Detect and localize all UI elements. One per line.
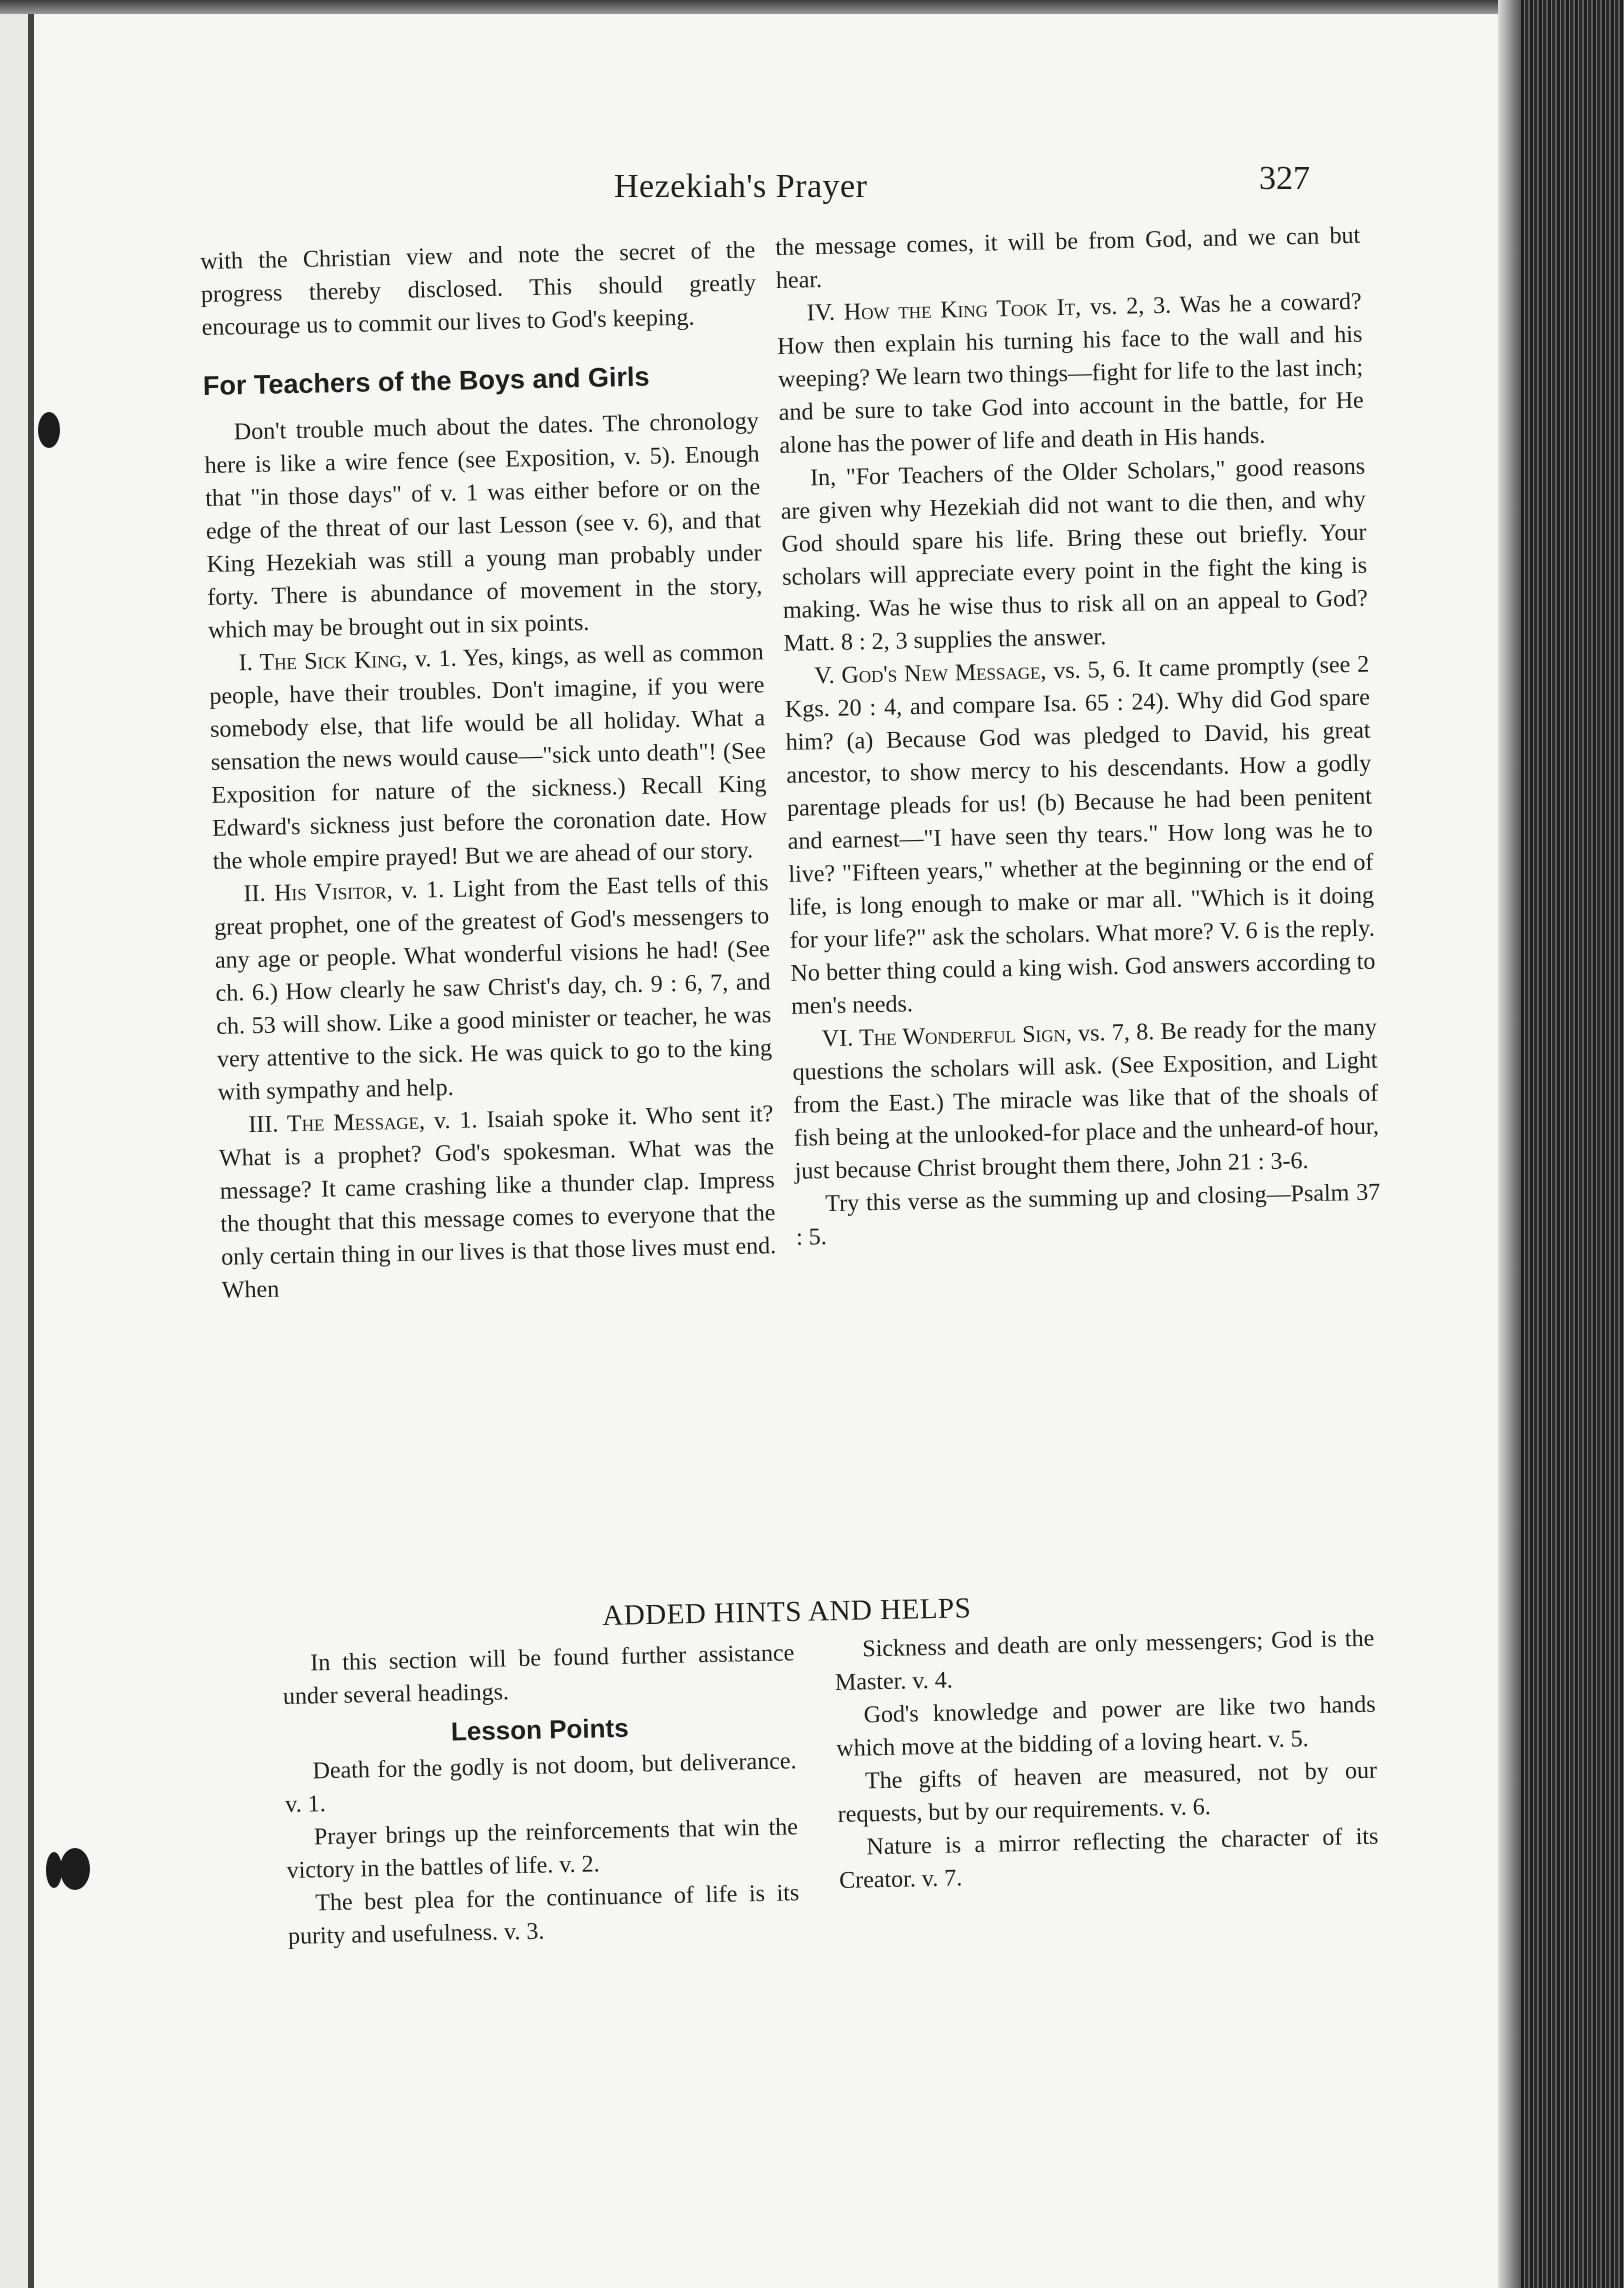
paragraph-king-took-it bbox=[776, 286, 1364, 463]
paragraph-his-visitor bbox=[213, 867, 773, 1110]
paragraph-older-scholars: In, "For Teachers of the Older Scholars," good reasons are given why Hezekiah did not want to die then, and why God should spare his life. Bring these out briefly. Your scholars will appreciate every point in the fight the king is making. Was he wise thus to risk all on an appeal to God? Matt. 8 : 2, 3 supplies the answer. bbox=[780, 453, 1369, 657]
hints-section-title: ADDED HINTS AND HELPS bbox=[602, 1592, 972, 1632]
point-label: V. God's New Message, bbox=[814, 658, 1047, 690]
running-head: Hezekiah's Prayer bbox=[614, 168, 868, 205]
page-number: 327 bbox=[1259, 160, 1310, 197]
point-text: vs. 5, 6. It came promptly (see 2 Kgs. 20 : 4, and compare Isa. 65 : 24). Why did God spare him? (a) Because God was pledged to David, his great ancestor, to show mercy to his descendants. How a godly parentage pleads for us! (b) Because he had been penitent and earnest—"I have seen thy tears." How long was he to live? "Fifteen years," whether at the beginning or the end of life, is long enough to make or mar all. "Which is it doing for your life?" ask the scholars. What more? V. 6 is the reply. No better thing could a king wish. God answers according to men's needs. bbox=[784, 651, 1376, 1020]
binding-hole-lower-shadow-icon bbox=[46, 1852, 62, 1888]
point-text: vs. 7, 8. Be ready for the many questions the scholars will ask. (See Exposition, and Light from the East.) The miracle was like that of the shoals of fish being at the unlooked-for place and the unheard-of hour, just because Christ brought them there, John 21 : 3-6. bbox=[792, 1014, 1380, 1185]
point-text: v. 1. Light from the East tells of this great prophet, one of the greatest of God's messengers to any age or people. What wonderful visions he had! (See ch. 6.) How clearly he saw Christ's day, ch. 9 : 6, 7, and ch. 53 will show. Like a good minister or teacher, he was very attentive to the sick. He was quick to go to the king with sympathy and help. bbox=[214, 870, 773, 1106]
lesson-point: Death for the godly is not doom, but deliverance. v. 1. bbox=[285, 1748, 797, 1818]
hints-right-column bbox=[834, 1623, 1379, 1898]
lesson-points-heading: Lesson Points bbox=[450, 1712, 629, 1747]
column-continuation: the message comes, it will be from God, and we can but hear. bbox=[775, 222, 1361, 294]
point-text: v. 1. Isaiah spoke it. Who sent it? What is a prophet? God's spokesman. What was the message? It came crashing like a thunder clap. Impress the thought that this message comes to everyone that the only certain thing in our lives is that those lives must end. When bbox=[218, 1101, 777, 1304]
point-label: III. The Message, bbox=[248, 1108, 426, 1139]
point-text: v. 1. Yes, kings, as well as common people, have their troubles. Don't imagine, if you were somebody else, that life would be all holiday. What a sensation the news would cause—"sick unto death"! (See Exposition for nature of the sickness.) Recall King Edward's sickness just before the coronation date. How the whole empire prayed! But we are ahead of our story. bbox=[209, 639, 768, 875]
scan-top-edge bbox=[0, 0, 1624, 14]
lesson-point: God's knowledge and power are like two hands which move at the bidding of a loving heart. v. 5. bbox=[836, 1691, 1376, 1762]
page-header bbox=[600, 160, 1360, 220]
lesson-point: Prayer brings up the reinforcements that win the victory in the battles of life. v. 2. bbox=[286, 1814, 799, 1884]
lesson-point: Nature is a mirror reflecting the character of its Creator. v. 7. bbox=[838, 1823, 1379, 1894]
paragraph-closing: Try this verse as the summing up and closing—Psalm 37 : 5. bbox=[795, 1179, 1381, 1251]
section-heading-boys-girls: For Teachers of the Boys and Girls bbox=[202, 361, 650, 401]
left-column bbox=[200, 234, 777, 1307]
hints-left-column bbox=[282, 1637, 800, 1954]
binding-hole-lower-icon bbox=[60, 1848, 90, 1890]
binding-hole-upper-icon bbox=[38, 412, 60, 448]
lesson-point: Sickness and death are only messengers; God is the Master. v. 4. bbox=[834, 1625, 1375, 1696]
paragraph-wonderful-sign bbox=[792, 1012, 1380, 1189]
paragraph-dates: Don't trouble much about the dates. The chronology here is like a wire fence (see Exposition, v. 5). Enough that "in those days" of v. 1 was either before or on the edge of the threat of our last Lesson (see v. 6), and that King Hezekiah was still a young man probably under forty. There is abundance of movement in the story, which may be brought out in six points. bbox=[204, 408, 763, 644]
point-label: IV. How the King Took It, bbox=[806, 294, 1082, 327]
lesson-point: The best plea for the continuance of life is its purity and usefulness. v. 3. bbox=[287, 1880, 800, 1950]
point-label: I. The Sick King, bbox=[238, 646, 408, 677]
hints-intro: In this section will be found further assistance under several headings. bbox=[282, 1640, 795, 1710]
lesson-point: The gifts of heaven are measured, not by our requests, but by our requirements. v. 6. bbox=[837, 1757, 1378, 1828]
intro-continuation: with the Christian view and note the secret of the progress thereby disclosed. This should greatly encourage us to commit our lives to God's keeping. bbox=[200, 237, 757, 341]
paragraph-the-message bbox=[218, 1098, 777, 1308]
paragraph-new-message bbox=[784, 649, 1376, 1024]
point-label: II. His Visitor, bbox=[243, 878, 393, 908]
point-text: vs. 2, 3. Was he a coward? How then explain his turning his face to the wall and his weeping? We learn two things—fight for life to the last inch; and be sure to take God into account in the battle, for He alone has the power of life and death in His hands. bbox=[777, 288, 1364, 459]
point-label: VI. The Wonderful Sign, bbox=[821, 1020, 1073, 1053]
right-column bbox=[775, 220, 1381, 1255]
book-page-edges bbox=[1498, 0, 1624, 2288]
paragraph-sick-king bbox=[208, 636, 768, 879]
